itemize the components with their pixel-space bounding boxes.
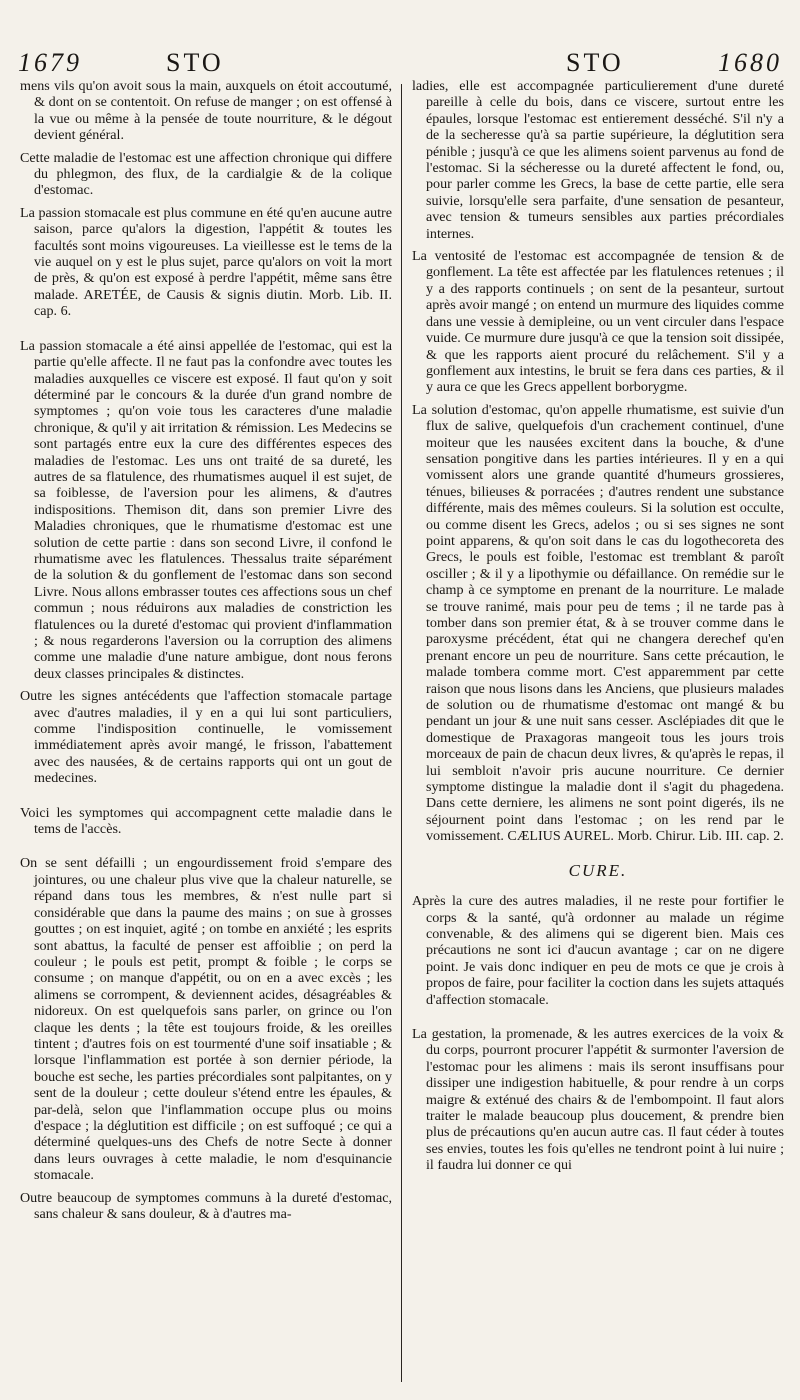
left-column [20,78,392,1382]
paragraph: Après la cure des autres maladies, il ne reste pour fortifier le corps & la santé, qu'à ordonner au malade un régime convenable, & des alimens qui se digerent bien. Mais ces précautions ne sont ici d'aucun avantage ; car on ne digere point. Je vais donc indiquer en peu de mots ce que je crois à propos de faire, pour faciliter la coction dans les sujets attaqués d'affection stomacale. [412,893,784,1008]
paragraph: La passion stomacale a été ainsi appellée de l'estomac, qui est la partie qu'elle affecte. Il ne faut pas la confondre avec toutes les maladies auxquelles ce viscere est exposé. Il faut qu'on y soit déterminé par le concours & la durée d'un grand nombre de symptomes ; qu'on voie tous les caracteres d'une maladie chronique, & qu'il y ait irritation & rémission. Les Medecins se sont partagés entre eux la cure des différentes especes des maladies de l'estomac. Les uns ont traité de sa dureté, les autres de sa flatulence, des rhumatismes auquel il est sujet, de sa foiblesse, de l'aversion pour les alimens, & d'autres indispositions. Themison dit, dans son premier Livre des Maladies chroniques, que le rhumatisme d'estomac est une solution de cette partie : dans son second Livre, il confond le rhumatisme avec les flatulences. Thessalus traite séparément de la solution & du gonflement de l'estomac dans son second Livre. Nous allons embrasser toutes ces affections sous un chef commun ; nous réduirons aux maladies de constriction les flatulences ou la dureté d'estomac qui provient d'inflammation ; & nous regarderons l'aversion ou la corruption des alimens comme une maladie d'une nature ambigue, dont nous ferons deux classes principales & distinctes. [20,337,392,682]
paragraph: On se sent défailli ; un engourdissement froid s'empare des jointures, ou une chaleur plus vive que la chaleur naturelle, se répand dans tous les membres, & n'est nulle part si considérable que dans la paume des mains ; on sue à grosses gouttes ; on est inquiet, agité ; on tombe en anxiété ; les esprits sont abattus, la faculté de penser est affoiblie ; on perd la couleur ; le pouls est petit, prompt & foible ; le corps se consume ; on manque d'appétit, ou on en a avec excès ; les alimens se corrompent, & deviennent acides, désagréables & nidoreux. On est quelquefois sans parler, on grince ou l'on claque les dents ; la tête est toujours froide, & les oreilles tintent ; d'autres fois on est tourmenté d'une soif insatiable ; & lorsque l'inflammation est portée à son dernier période, la bouche est seche, les parties précordiales sont palpitantes, on y sent de la douleur ; cette douleur s'étend entre les épaules, & par-delà, selon que l'inflammation occupe plus ou moins d'espace ; la déglutition est difficile ; on est suffoqué ; ce qui a déterminé quelques-uns des Chefs de notre Secte à donner dans leurs ouvrages à cette maladie, le nom d'esquinancie stomacale. [20,855,392,1184]
page-number-right: 1680 [718,48,782,77]
paragraph: Outre les signes antécédents que l'affection stomacale partage avec d'autres maladies, il y en a qui lui sont particuliers, comme l'indisposition continuelle, le vomissement immédiatement après avoir mangé, le frisson, l'abattement avec des nausées, & de certains rapports qui ont un gout de medecines. [20,688,392,787]
paragraph: Voici les symptomes qui accompagnent cette maladie dans le tems de l'accès. [20,804,392,838]
paragraph: mens vils qu'on avoit sous la main, auxquels on étoit accoutumé, & dont on se contentoit. On refuse de manger ; on est offensé à la vue ou même à la pensée de toute nourriture, & le dégout devient général. [20,78,392,144]
paragraph: ladies, elle est accompagnée particulierement d'une dureté pareille à celle du bois, dans ce viscere, surtout entre les épaules, lorsque l'estomac est entierement desséché. S'il n'y a de la secheresse qu'à sa partie supérieure, la déglutition sera pénible ; jusqu'à ce que les alimens soient parvenus au fond de l'estomac. Si la sécheresse ou la dureté affectent le fond, ou, pour parler comme les Grecs, la base de cette partie, elle sera suivie, lorsqu'elle sera parfaite, d'une sensation de pesanteur, avec tension & tumeurs sensibles aux parties précordiales internes. [412,78,784,242]
column-divider [401,84,402,1382]
section-heading-cure: CURE. [568,860,628,880]
running-title-left: STO [166,48,224,77]
paragraph: Cette maladie de l'estomac est une affection chronique qui differe du phlegmon, des flux, de la cardialgie & de la colique d'estomac. [20,149,392,199]
right-column [412,78,784,1382]
paragraph: La passion stomacale est plus commune en été qu'en aucune autre saison, parce qu'alors la digestion, l'appétit & toutes les facultés sont moins vigoureuses. La vieillesse est le tems de la vie auquel on y est le plus sujet, parce qu'alors on voit la mort de près, & qu'on est exposé à perdre l'appétit, même sans être malade. ARETÉE, de Causis & signis diutin. Morb. Lib. II. cap. 6. [20,204,392,320]
paragraph: Outre beaucoup de symptomes communs à la dureté d'estomac, sans chaleur & sans douleur, & à d'autres ma- [20,1189,392,1222]
running-title-right: STO [566,48,624,77]
page-number-left: 1679 [18,48,82,77]
paragraph: La ventosité de l'estomac est accompagnée de tension & de gonflement. La tête est affectée par les flatulences retenues ; il y a des rapports continuels ; on sent de la pesanteur, surtout après avoir mangé ; on entend un murmure des liquides comme dans une vessie à demipleine, ou un vent circuler dans l'espace vuide. Ce murmure dure jusqu'à ce que la tension soit dissipée, & que les rapports aient procuré du relâchement. S'il y a gonflement aux intestins, le bruit se fera dans ces parties, & il y aura ce que les Grecs appellent borborygme. [412,248,784,396]
paragraph: La solution d'estomac, qu'on appelle rhumatisme, est suivie d'un flux de salive, quelquefois d'un crachement continuel, d'une moiteur que les nausées excitent dans la bouche, & d'une sensation pongitive dans les parties intérieures. Il y en a qui vomissent alors une grande quantité d'humeurs grossieres, ténues, bilieuses & porracées ; d'autres rendent une substance différente, mais des mêmes couleurs. Si la solution est occulte, ou comme disent les Grecs, adelos ; ou si ses signes ne sont point apparens, & qu'on soit dans le cas du logothecoreta des Grecs, le pouls est foible, l'estomac est tremblant & paroît osciller ; & il y a lipothymie ou défaillance. On remédie sur le champ à ce symptome en prenant de la nourriture. Le malade se trouve ranimé, mais pour peu de tems ; il ne tarde pas à tomber dans son premier état, & à se trouver comme dans le paroxysme précédent, état qui ne changera derechef qu'en prenant encore un peu de nourriture. Sans cette précaution, le malade tombera comme mort. C'est apparemment par cette raison que nous lisons dans les Anciens, que plusieurs malades de solution ou de rhumatisme d'estomac ont mangé & bu pendant un jour & une nuit sans cesser. Asclépiades dit que le domestique de Praxagoras mangeoit tous les jours trois morceaux de pain de chacun deux livres, & qu'après le repas, il lui sembloit n'avoir pris aucune nourriture. Ce dernier symptome distingue la maladie dont il s'agit du phagedena. Dans cette derniere, les alimens ne sont point digerés, ils ne séjournent point dans l'estomac ; on les rend par le vomissement. CÆLIUS AUREL. Morb. Chirur. Lib. III. cap. 2. [412,401,784,845]
paragraph: La gestation, la promenade, & les autres exercices de la voix & du corps, pourront procurer l'appétit & surmonter l'aversion de l'estomac pour les alimens : mais ils seront insuffisans pour dissiper une indigestion habituelle, & pour rendre à un corps maigre & exténué des chairs & de l'embompoint. Il faut alors traiter le malade beaucoup plus doucement, & prendre bien plus de précautions qu'en aucun autre cas. Il faut céder à toutes ses envies, toutes les fois qu'elles ne tendront point à lui nuire ; il faudra lui donner ce qui [412,1025,784,1174]
